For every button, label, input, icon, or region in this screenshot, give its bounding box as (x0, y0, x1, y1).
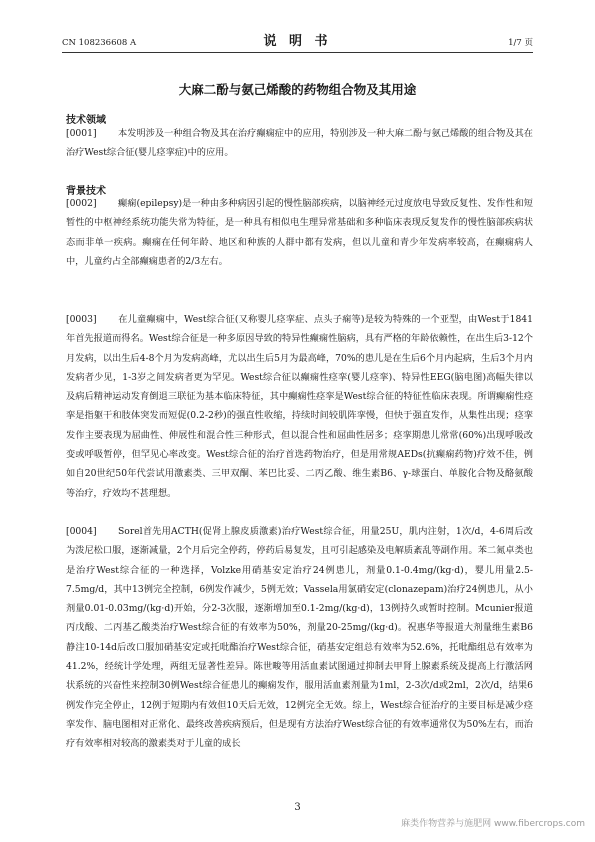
paragraph-text: 在儿童癫痫中，West综合征(又称婴儿痉挛症、点头子痫等)是较为特殊的一个亚型，由West于1841年首先报道而得名。West综合征是一种多原因导致的特异性癫痫性脑病，具有严格的年龄依赖性，在出生后3-12个月发病，以出生后4-8个月为发病高峰，尤以出生后5月为最高峰，70%的患儿是在生后6个月内起病，生后3个月内发病者少见，1-3岁之间发病者更为罕见。West综合征以癫痫性痉挛(婴儿痉挛)、特异性EEG(脑电图)高幅失律以及病后精神运动发育倒退三联征为基本临床特征，其中癫痫性痉挛是West综合征的特征性临床表现。所谓癫痫性痉挛是指躯干和肢体突发而短促(0.2-2秒)的强直性收缩，持续时间较肌阵挛慢，但快于强直发作，从集性出现；痉挛发作主要表现为屈曲性、伸展性和混合性三种形式，但以混合性和屈曲性居多；痉挛期患儿常常(60%)出现呼吸改变或呼吸暂停，但罕见心率改变。West综合征的治疗首选药物治疗，但是用常规AEDs(抗癫痫药物)疗效不佳，例如自20世纪50年代尝试用激素类、三甲双酮、苯巴比妥、二丙乙酸、维生素B6、γ-球蛋白、单胺化合物及酪氨酸等治疗，疗效均不甚理想。 (66, 314, 533, 499)
paragraph-number: [0002] (66, 198, 97, 209)
page-header (62, 30, 533, 53)
patent-number: CN 108236608 A (62, 38, 137, 48)
paragraph-0002 (66, 194, 533, 271)
page-indicator: 1/7 页 (508, 38, 533, 48)
document-title: 大麻二酚与氨己烯酸的药物组合物及其用途 (178, 82, 417, 97)
paragraph-number: [0004] (66, 526, 97, 537)
document-type: 说 明 书 (263, 34, 332, 49)
paragraph-0003 (66, 310, 533, 503)
paragraph-0004 (66, 522, 533, 754)
paragraph-number: [0003] (66, 314, 97, 325)
paragraph-text: 本发明涉及一种组合物及其在治疗癫痫症中的应用，特别涉及一种大麻二酚与氨己烯酸的组合物及其在治疗West综合征(婴儿痉挛症)中的应用。 (66, 128, 533, 159)
paragraph-text: Sorel首先用ACTH(促肾上腺皮质激素)治疗West综合征，用量25U，肌内注射，1次/d，4-6周后改为泼尼松口服，逐渐减量，2个月后完全停药，停药后易复发，且可引起感染及电解质紊乱等副作用。苯二氮卓类也是治疗West综合征的一种选择，Volzke用硝基安定治疗24例患儿，剂量0.1-0.4mg/(kg·d)，婴儿用量2.5-7.5mg/d，其中13例完全控制，6例发作减少，5例无效；Vassela用氯硝安定(clonazepam)治疗24例患儿，从小剂量0.01-0.03mg/(kg·d)开始，分2-3次服，逐渐增加至0.1-2mg/(kg·d)，13例持久或暂时控制。Mcunier报道丙戊酸、二丙基乙酸类治疗West综合征的有效率为50%，剂量20-25mg/(kg·d)。祝惠华等报道大剂量维生素B6静注10-14d后改口服加硝基安定或托吡酯治疗West综合征，硝基安定组总有效率为52.6%，托吡酯组总有效率为41.2%，经统计学处理，两组无显著性差异。陈世畯等用活血素试图通过抑制去甲肾上腺素系统及提高上行激活网状系统的兴奋性来控制30例West综合征患儿的癫痫发作，服用活血素剂量为1ml，2-3次/d或2ml，2次/d，结果6例发作完全停止，12例于短期内有效但10天后无效，12例完全无效。综上，West综合征治疗的主要目标是减少痉挛发作、脑电图相对正常化、最终改善疾病预后，但是现有方法治疗West综合征的有效率通常仅为50%左右，而治疗有效率相对较高的激素类对于儿童的成长 (66, 526, 533, 750)
paragraph-text: 癫痫(epilepsy)是一种由多种病因引起的慢性脑部疾病，以脑神经元过度放电导致反复性、发作性和短暂性的中枢神经系统功能失常为特征，是一种具有相似电生理异常基础和多种临床表现反复发作的慢性脑部疾病状态而非单一疾病。癫痫在任何年龄、地区和种族的人群中都有发病，但以儿童和青少年发病率较高，在癫痫病人中，儿童约占全部癫痫患者的2/3左右。 (66, 198, 533, 267)
paragraph-number: [0001] (66, 128, 97, 139)
page-number: 3 (294, 802, 301, 813)
section-heading-tech-field: 技术领域 (66, 115, 106, 126)
site-watermark: 麻类作物营养与施肥网 www.fibercrops.com (401, 819, 585, 829)
section-heading-background: 背景技术 (66, 186, 106, 197)
paragraph-0001 (66, 124, 533, 163)
